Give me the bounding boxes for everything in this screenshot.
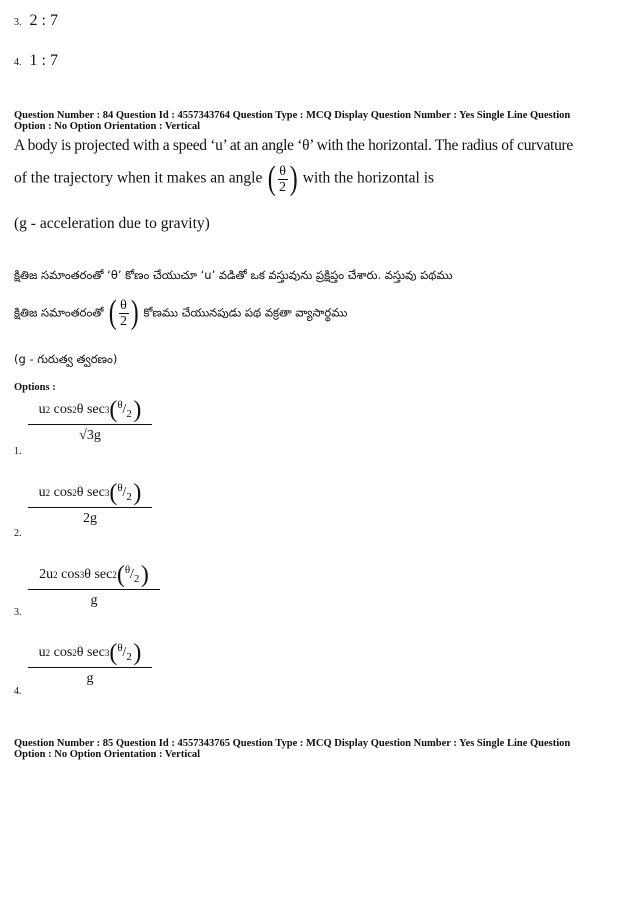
options-label: Options : [14,382,56,393]
angle-fraction [107,296,140,330]
formula-denominator: 2g [83,511,97,526]
left-paren: ( [267,160,276,197]
formula-bar [28,589,160,590]
fraction-denominator: 2 [120,313,127,329]
formula-denominator: g [86,671,94,686]
coef: u [38,485,46,500]
text-segment: with the horizontal is [302,169,435,187]
option-3-number: 3. [14,607,22,618]
coef-power: 2 [45,648,51,658]
sec-power: 2 [112,570,117,580]
right-paren: ) [289,160,298,197]
text-segment: of the trajectory when it makes an angle [14,169,263,187]
formula-numerator: 2u 2 cos 3 θ sec 2 ( θ / 2 ) [39,562,149,588]
option-4-number: 4. [14,686,22,697]
question-text-en-line1: A body is projected with a speed ‘u’ at an angle ‘θ’ with the horizontal. The radius of curvature [14,137,573,154]
question-text-en-line3: (g - acceleration due to gravity) [14,215,210,232]
sec-power: 3 [104,488,110,498]
formula-numerator: u 2 cos 2 θ sec 3 ( θ / 2 ) [38,397,142,423]
option-1-formula[interactable] [28,398,152,444]
formula-numerator: u 2 cos 2 θ sec 3 ( θ / 2 ) [38,480,142,506]
option-1-number: 1. [14,446,22,457]
option-text: 1 : 7 [29,52,58,69]
cos-power: 3 [79,570,85,580]
question-text-en-line2 [14,162,434,196]
coef-power: 2 [53,570,58,580]
sec-power: 3 [104,405,110,415]
coef: u [38,645,46,660]
formula-denominator: √3g [79,428,101,443]
formula-bar [28,507,152,508]
fraction [119,298,129,329]
formula-bar [28,667,152,668]
meta-line: Question Number : 85 Question Id : 4557343765 Question Type : MCQ Display Question Number : Yes Single Line Question [14,738,571,749]
meta-line: Question Number : 84 Question Id : 4557343764 Question Type : MCQ Display Question Number : Yes Single Line Question [14,110,571,121]
half-theta: θ / 2 [117,642,132,663]
cos-power: 2 [72,405,77,415]
option-number: 4. [14,57,22,68]
question-meta-84 [14,110,624,132]
half-theta: θ / 2 [117,482,132,503]
option-2-formula[interactable] [28,481,152,527]
text-segment: కోణము చేయునపుడు పథ వక్రతా వ్యాసార్థము [143,305,348,320]
option-text: 2 : 7 [29,12,58,29]
half-theta: θ / 2 [117,399,132,420]
fraction [278,164,288,195]
prev-option-3 [14,12,58,30]
question-text-te-line1: క్షితిజ సమాంతరంతో ‘θ’ కోణం చేయుచూ ‘u’ వడితో ఒక వస్తువును ప్రక్షిప్తం చేశారు. వస్తువు పథము [14,268,453,282]
left-paren: ( [108,294,117,331]
right-paren: ) [130,294,139,331]
angle-fraction [266,162,299,196]
fraction-numerator: θ [120,297,127,313]
coef: u [38,402,46,417]
meta-line: Option : No Option Orientation : Vertical [14,121,201,132]
coef-power: 2 [45,488,51,498]
formula-bar [28,424,152,425]
sec-power: 3 [104,648,110,658]
cos-power: 2 [72,488,77,498]
coef: 2u [39,567,54,582]
option-3-formula[interactable] [28,563,160,609]
formula-denominator: g [90,593,98,608]
question-meta-85 [14,738,624,760]
option-number: 3. [14,17,22,28]
formula-numerator: u 2 cos 2 θ sec 3 ( θ / 2 ) [38,640,142,666]
question-text-te-line2 [14,296,347,330]
cos-power: 2 [72,648,77,658]
option-4-formula[interactable] [28,641,152,687]
text-segment: క్షితిజ సమాంతరంతో [14,305,104,320]
fraction-denominator: 2 [279,179,287,195]
question-text-te-line3: (g - గురుత్వ త్వరణం) [14,352,118,366]
coef-power: 2 [45,405,51,415]
meta-line: Option : No Option Orientation : Vertical [14,749,201,760]
option-2-number: 2. [14,528,22,539]
fraction-numerator: θ [279,163,286,179]
prev-option-4 [14,52,58,70]
half-theta: θ / 2 [124,564,140,585]
